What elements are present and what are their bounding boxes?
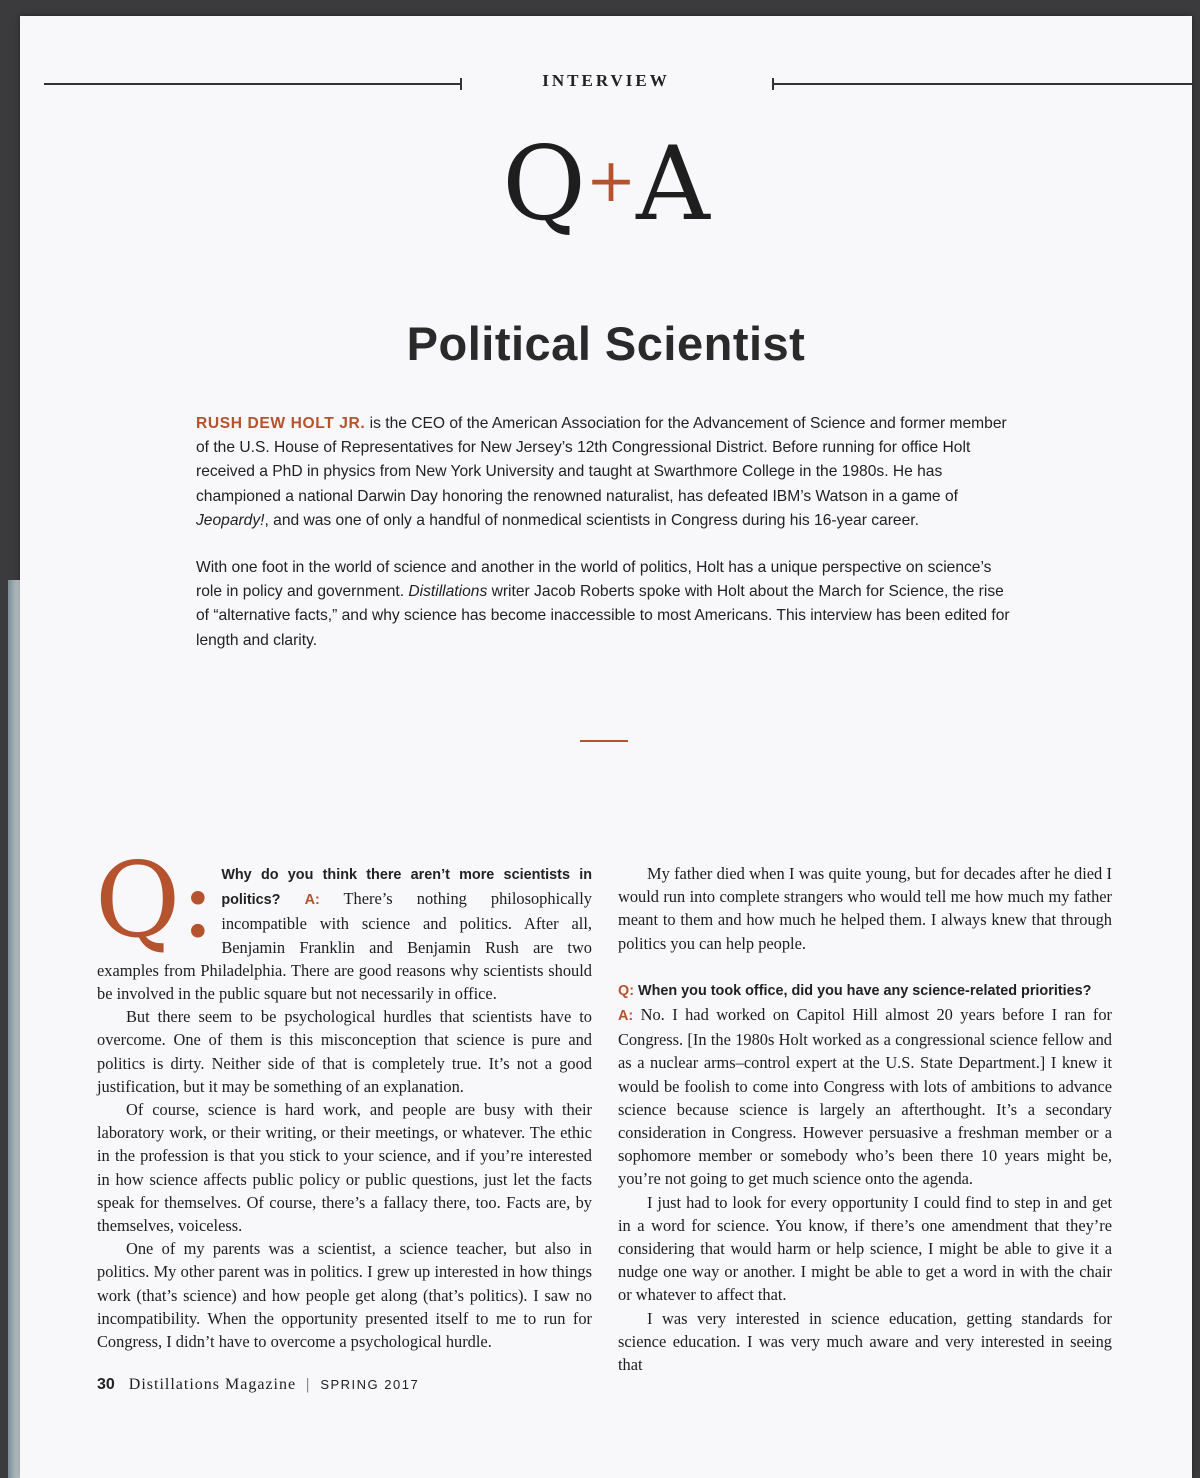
intro-lead-name: RUSH DEW HOLT JR. — [196, 415, 366, 432]
magazine-name: Distillations Magazine — [128, 1376, 297, 1393]
body-paragraph: My father died when I was quite young, but for decades after he died I would run into complete strangers who would tell me how much my father meant to them and how much he helped them. I always knew that through politics you can help people. — [618, 864, 1112, 953]
question-label: Q: — [618, 982, 634, 999]
page-footer — [97, 1376, 419, 1394]
dropcap-q: Q: — [95, 839, 216, 961]
footer-separator: | — [306, 1376, 311, 1393]
body-paragraph: I was very interested in science education, getting standards for science education. I was very much aware and very interested in seeing that — [618, 1308, 1112, 1375]
right-column — [618, 862, 1112, 1376]
body-paragraph: One of my parents was a scientist, a science teacher, but also in politics. My other parent was in politics. I grew up interested in how things work (that’s science) and how people get along (that’s politics). I saw no incompatibility. When the opportunity presented itself to me to run for Congress, I didn’t have to overcome a psychological hurdle. — [97, 1239, 592, 1352]
body-paragraph: But there seem to be psychological hurdles that scientists have to overcome. One of them is this misconception that science is pure and politics is dirty. Neither side of that is completely true. It’s not a good justification, but it may be something of an explanation. — [97, 1007, 592, 1096]
answer-1: There’s nothing philosophically incompatible with science and politics. After all, Benjamin Franklin and Benjamin Rush are two examples from Philadelphia. There are good reasons why scientists should be involved in the public square but not necessarily in office. — [97, 889, 592, 1004]
body-paragraph: Of course, science is hard work, and people are busy with their laboratory work, or their writing, or their meetings, or whatever. The ethic in the profession is that you stick to your science, and if you’re interested in how science affects public policy or public questions, just let the facts speak for themselves. Of course, there’s a fallacy there, too. Facts are, by themselves, voiceless. — [97, 1100, 592, 1236]
qa-pair-1 — [95, 839, 592, 1005]
answer-2: No. I had worked on Capitol Hill almost 20 years before I ran for Congress. [In the 1980s Holt worked as a congressional science fellow and as a nuclear arms–control expert at the U.S. State Department.] I knew it would be foolish to come into Congress with lots of ambitions to advance science because science is largely an afterthought. It’s a secondary consideration in Congress. However persuasive a freshman member or a sophomore member or somebody who’s been there 10 years might be, you’re not going to get much science onto the agenda. — [618, 1005, 1112, 1189]
question-1: Why do you think there aren’t more scientists in politics? — [221, 867, 592, 909]
intro-text: With one foot in the world of science and another in the world of politics, Holt has a unique perspective on science’s role in policy and government. — [196, 559, 992, 601]
intro-paragraph-2 — [196, 556, 1016, 653]
issue-season: SPRING 2017 — [320, 1377, 420, 1392]
intro-italic-title: Jeopardy! — [196, 511, 265, 529]
article-title: Political Scientist — [406, 317, 806, 370]
left-column — [95, 839, 592, 1353]
page-number: 30 — [97, 1376, 115, 1393]
intro-block — [196, 412, 1016, 676]
spacer — [618, 955, 1112, 978]
page-edge — [8, 580, 20, 1478]
answer-label: A: — [618, 1008, 634, 1025]
intro-italic-publication: Distillations — [408, 583, 488, 601]
section-kicker: INTERVIEW — [542, 71, 670, 90]
intro-text: , and was one of only a handful of nonmedical scientists in Congress during his 16-year career. — [264, 511, 919, 529]
intro-paragraph-1 — [196, 412, 1016, 533]
qa-logo — [20, 125, 1192, 244]
section-divider — [580, 740, 628, 742]
intro-text: is the CEO of the American Association for the Advancement of Science and former member of the U.S. House of Representatives for New Jersey’s 12th Congressional District. Before running for office Holt received a PhD in physics from New York University and taught at Swarthmore College in the 1980s. He has championed a national Darwin Day honoring the renowned naturalist, has defeated IBM’s Watson in a game of — [196, 415, 1007, 505]
magazine-page — [20, 16, 1192, 1478]
qa-logo-a: A — [636, 125, 710, 244]
question-2: When you took office, did you have any science-related priorities? — [634, 982, 1092, 999]
qa-pair-2 — [618, 978, 1112, 1191]
body-paragraph: I just had to look for every opportunity I could find to step in and get in a word for science. You know, if there’s one amendment that they’re considering that would harm or help science, I might be able to give it a nudge one way or another. I might be able to get a word in with the chair or whatever to affect that. — [618, 1192, 1112, 1305]
answer-label: A: — [304, 892, 320, 909]
intro-text: writer Jacob Roberts spoke with Holt about the March for Science, the rise of “alternative facts,” and why science has become inaccessible to most Americans. This interview has been edited for length and clarity. — [196, 583, 1010, 649]
qa-logo-q: Q — [502, 125, 586, 244]
qa-logo-plus: + — [585, 146, 637, 216]
